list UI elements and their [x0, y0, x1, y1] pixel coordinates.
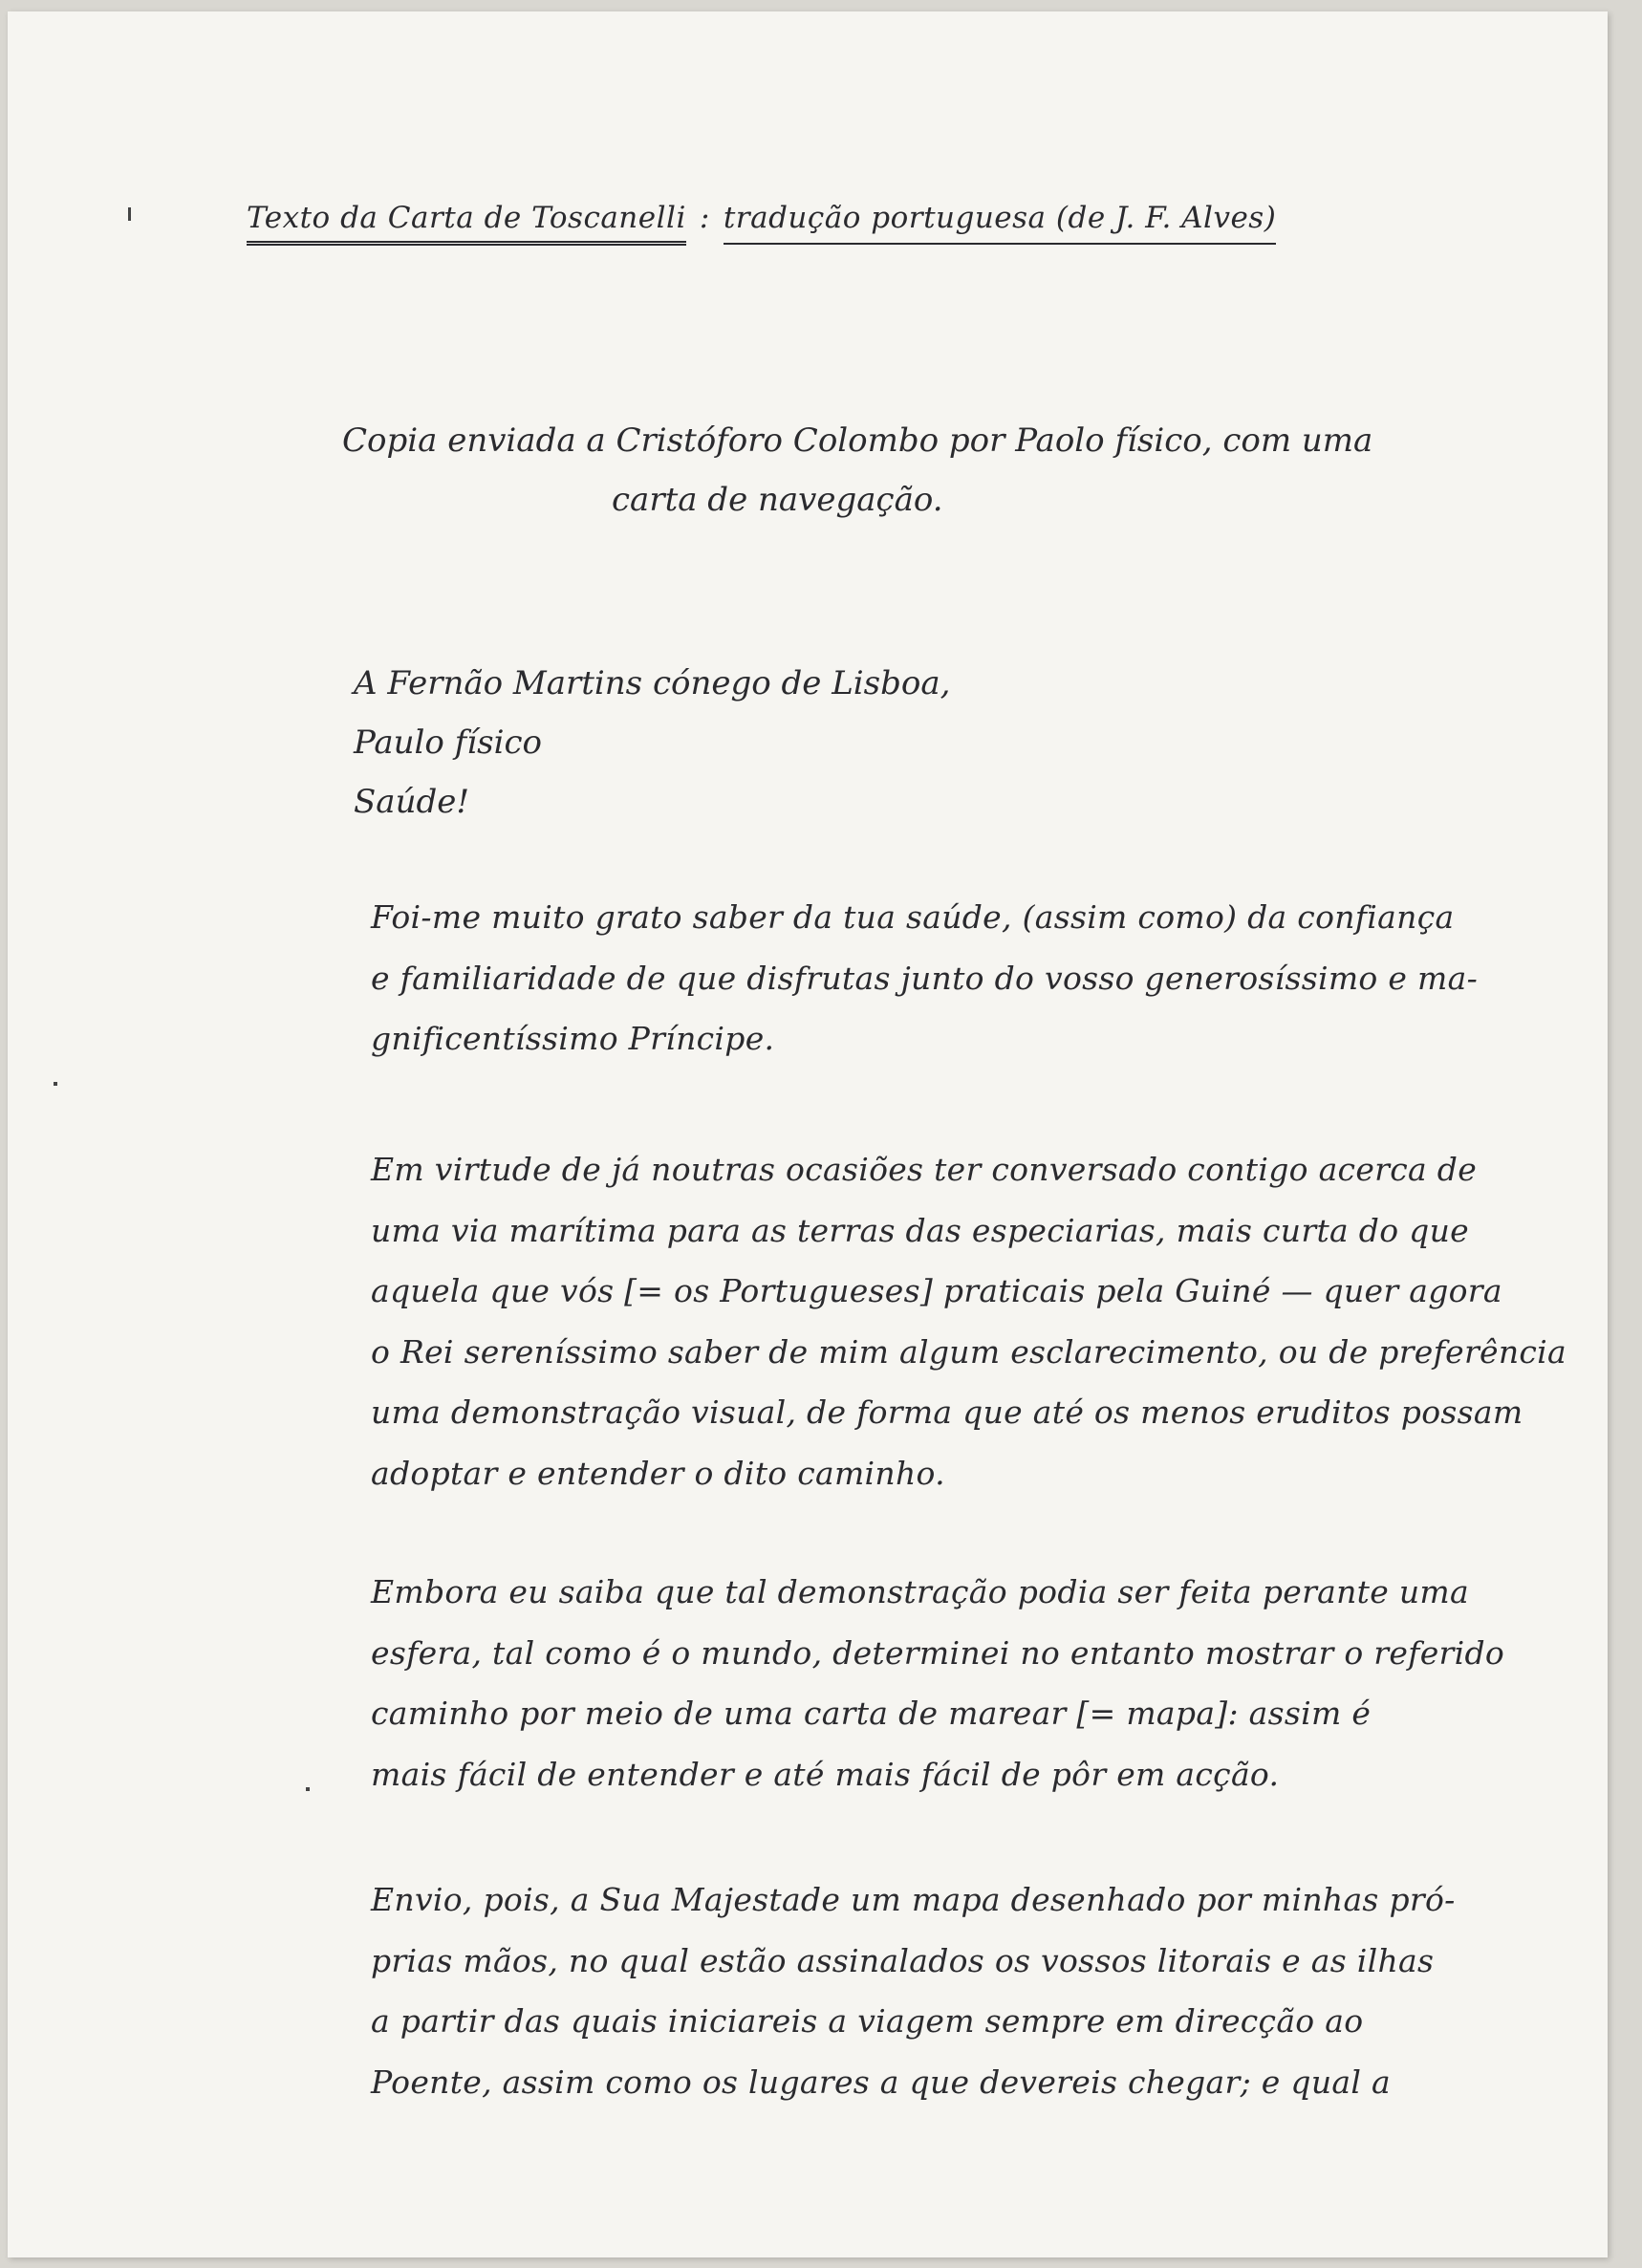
paragraph-line: adoptar e entender o dito caminho.	[371, 1454, 945, 1492]
margin-mark	[54, 1082, 57, 1086]
paragraph-line: uma demonstração visual, de forma que até os menos eruditos possam	[371, 1393, 1523, 1431]
paragraph-line: Embora eu saiba que tal demonstração podia ser feita perante uma	[371, 1573, 1469, 1610]
page-heading	[247, 201, 1276, 246]
subtitle-line-2: carta de navegação.	[612, 481, 943, 519]
subtitle-line-1: Copia enviada a Cristóforo Colombo por Paolo físico, com uma	[342, 421, 1373, 460]
paragraph-line: prias mãos, no qual estão assinalados os vossos litorais e as ilhas	[371, 1941, 1435, 1979]
heading-separator: :	[699, 201, 710, 235]
address-greeting: Saúde!	[354, 783, 470, 821]
address-recipient: A Fernão Martins cónego de Lisboa,	[354, 664, 951, 702]
paragraph-line: o Rei sereníssimo saber de mim algum esclarecimento, ou de preferência	[371, 1332, 1567, 1371]
paragraph-line: Envio, pois, a Sua Majestade um mapa desenhado por minhas pró-	[371, 1881, 1456, 1918]
paragraph-1	[371, 887, 1585, 1069]
margin-mark	[306, 1787, 310, 1791]
paragraph-3	[371, 1562, 1585, 1804]
manuscript-page	[8, 11, 1608, 2257]
paragraph-4	[371, 1869, 1585, 2112]
paragraph-line: mais fácil de entender e até mais fácil de pôr em acção.	[371, 1755, 1280, 1793]
paragraph-line: gnificentíssimo Príncipe.	[371, 1020, 775, 1057]
letter-subtitle	[342, 411, 1394, 529]
paragraph-line: a partir das quais iniciareis a viagem sempre em direcção ao	[371, 2002, 1364, 2040]
paragraph-line: Poente, assim como os lugares a que devereis chegar; e qual a	[371, 2063, 1391, 2101]
heading-left: Texto da Carta de Toscanelli	[247, 201, 686, 246]
paragraph-line: aquela que vós [= os Portugueses] praticais pela Guiné — quer agora	[371, 1272, 1502, 1309]
paragraph-line: Foi-me muito grato saber da tua saúde, (assim como) da confiança	[371, 898, 1455, 936]
paragraph-line: e familiaridade de que disfrutas junto do vosso generosíssimo e ma-	[371, 959, 1479, 997]
address-sender: Paulo físico	[354, 724, 542, 762]
letter-address	[354, 654, 950, 832]
paragraph-line: Em virtude de já noutras ocasiões ter conversado contigo acerca de	[371, 1151, 1478, 1188]
margin-mark	[128, 207, 131, 221]
heading-right: tradução portuguesa (de J. F. Alves)	[724, 201, 1277, 245]
paragraph-line: esfera, tal como é o mundo, determinei no entanto mostrar o referido	[371, 1633, 1505, 1672]
paragraph-line: uma via marítima para as terras das especiarias, mais curta do que	[371, 1211, 1469, 1249]
paragraph-2	[371, 1139, 1585, 1503]
paragraph-line: caminho por meio de uma carta de marear [= mapa]: assim é	[371, 1695, 1372, 1732]
